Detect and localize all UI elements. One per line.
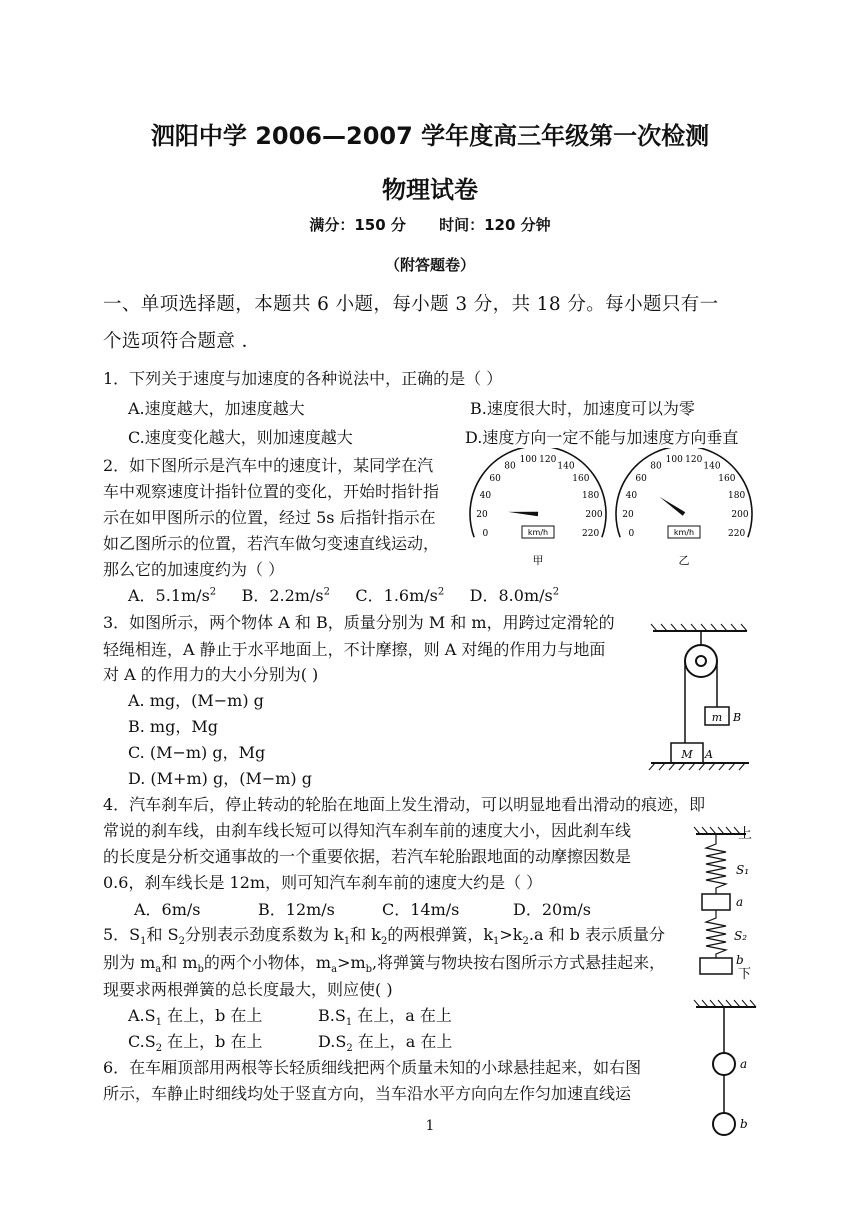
q1-option-d: D.速度方向一定不能与加速度方向垂直 [465, 428, 739, 447]
q4-option-b: B．12m/s [258, 900, 335, 919]
gauge-tick-label: 60 [635, 474, 647, 485]
spring-s1 [706, 834, 726, 894]
time-info: 时间：120 分钟 [439, 216, 551, 234]
svg-text:下: 下 [738, 967, 752, 982]
gauge-tick-label: 120 [539, 454, 557, 465]
speedometer-gauge-a [470, 448, 606, 539]
svg-text:S₁: S₁ [736, 863, 750, 877]
q1-option-c: C.速度变化越大，则加速度越大 [128, 428, 353, 447]
block-b-spring [700, 958, 732, 974]
gauge-tick-label: 80 [650, 461, 662, 472]
svg-text:A: A [705, 748, 713, 761]
svg-text:b: b [736, 953, 744, 967]
svg-text:M: M [681, 748, 693, 761]
section-heading-line1: 一、单项选择题，本题共 6 小题，每小题 3 分，共 18 分。每小题只有一 [103, 294, 719, 315]
q2-line4: 如乙图所示的位置，若汽车做匀变速直线运动， [103, 534, 440, 553]
q2-option-c: C．$1.6m/s^2$ [355, 586, 445, 605]
gauge-tick-label: 200 [585, 510, 603, 520]
gauge-tick-label: 120 [685, 454, 703, 465]
q4-option-c: C．14m/s [382, 900, 460, 919]
gauge-tick-label: 20 [476, 510, 488, 520]
page-number: 1 [425, 1118, 435, 1134]
svg-text:a: a [736, 895, 744, 909]
gauge-tick-label: 180 [728, 490, 746, 501]
gauge-a-label: 甲 [532, 554, 544, 567]
speedometer-gauge-b [616, 448, 752, 539]
gauge-tick-label: 0 [628, 529, 635, 540]
q6-line2: 所示，车静止时细线均处于竖直方向，当车沿水平方向向左作匀加速直线运 [103, 1084, 632, 1103]
block-a-spring [702, 894, 730, 910]
gauge-tick-label: 100 [665, 454, 683, 465]
gauge-unit-label: km/h [527, 528, 549, 537]
q4-option-d: D．20m/s [513, 900, 591, 919]
q5-line1: 5．$S_1$和 $S_2$分别表示劲度系数为 $k_1$和 $k_2$的两根弹簧，$k_1>k_2.a$ 和 b 表示质量分 [103, 925, 666, 948]
q2-line2: 车中观察速度计指针位置的变化，开始时指针指 [103, 482, 440, 501]
gauge-tick-label: 200 [731, 510, 749, 520]
q4-line3: 的长度是分析交通事故的一个重要依据，若汽车轮胎跟地面的动摩擦因数是 [103, 847, 632, 866]
spring-figure [692, 822, 762, 982]
svg-text:b: b [740, 1117, 748, 1131]
q5-option-b: $B.S_1$ 在上，a 在上 [318, 1006, 452, 1029]
q2-option-d: D．$8.0m/s^2$ [469, 586, 560, 605]
gauge-tick-label: 140 [557, 461, 575, 472]
attachment-note: （附答题卷） [384, 256, 475, 274]
gauge-tick-label: 180 [582, 490, 600, 501]
q1-option-b: B.速度很大时，加速度可以为零 [470, 399, 695, 418]
q3-option-d: D. (M+m) g，(M−m) g [128, 769, 312, 788]
q4-line1: 4．汽车刹车后，停止转动的轮胎在地面上发生滑动，可以明显地看出滑动的痕迹，即 [103, 795, 706, 814]
q3-option-c: C. (M−m) g，Mg [128, 743, 266, 762]
score-info: 满分：150 分 [309, 216, 406, 234]
q5-option-a: $A.S_1$ 在上，b 在上 [128, 1006, 263, 1029]
spring-s2 [706, 910, 726, 958]
svg-text:m: m [711, 711, 723, 724]
q1-stem: 1．下列关于速度与加速度的各种说法中，正确的是（ ） [103, 369, 503, 388]
exam-meta [0, 214, 860, 235]
speedometer-figure [468, 448, 758, 568]
gauge-tick-label: 160 [718, 474, 736, 485]
pulley-figure [645, 623, 755, 775]
gauge-tick-label: 140 [703, 461, 721, 472]
q5-line3: 现要求两根弹簧的总长度最大，则应使( ) [103, 980, 393, 999]
gauge-b-label: 乙 [678, 554, 690, 567]
q2-line1: 2．如下图所示是汽车中的速度计，某同学在汽 [103, 456, 434, 475]
svg-text:上: 上 [738, 826, 752, 842]
q1-option-a: A.速度越大，加速度越大 [128, 399, 305, 418]
gauge-needle [659, 497, 685, 516]
gauge-tick-label: 40 [479, 490, 492, 501]
gauge-needle [508, 512, 538, 516]
q2-option-a: A．$5.1m/s^2$ [128, 586, 217, 605]
q6-line1: 6．在车厢顶部用两根等长轻质细线把两个质量未知的小球悬挂起来，如右图 [103, 1058, 642, 1077]
q5-option-c: $C.S_2$ 在上，b 在上 [128, 1032, 263, 1055]
gauge-tick-label: 220 [582, 529, 600, 540]
gauge-tick-label: 0 [482, 529, 489, 540]
section-heading-line2: 个选项符合题意 ． [103, 331, 261, 352]
svg-text:S₂: S₂ [734, 929, 748, 943]
q2-line3: 示在如甲图所示的位置，经过 5s 后指针指示在 [103, 508, 436, 527]
q3-line2: 轻绳相连，A 静止于水平地面上，不计摩擦，则 A 对绳的作用力与地面 [103, 640, 606, 659]
gauge-tick-label: 220 [728, 529, 746, 540]
svg-text:B: B [733, 711, 742, 724]
q5-line2: 别为 $m_a$和 $m_b$的两个小物体，$m_a>m_b$,将弹簧与物块按右图所示方式悬挂起来， [103, 953, 666, 976]
exam-title: 泗阳中学 2006—2007 学年度高三年级第一次检测 [150, 122, 710, 150]
q4-option-a: A．6m/s [134, 900, 201, 919]
q2-option-b: B．$2.2m/s^2$ [241, 586, 330, 605]
svg-text:a: a [740, 1057, 748, 1071]
gauge-tick-label: 100 [519, 454, 537, 465]
q3-line1: 3．如图所示，两个物体 A 和 B，质量分别为 M 和 m，用跨过定滑轮的 [103, 613, 615, 632]
q4-line2: 常说的刹车线，由刹车线长短可以得知汽车刹车前的速度大小，因此刹车线 [103, 821, 632, 840]
gauge-tick-label: 160 [572, 474, 590, 485]
q3-line3: 对 A 的作用力的大小分别为( ) [103, 665, 319, 684]
q3-option-b: B. mg，Mg [128, 717, 218, 736]
q3-option-a: A. mg，(M−m) g [128, 691, 264, 710]
gauge-tick-label: 60 [489, 474, 501, 485]
ball-a [713, 1053, 735, 1075]
q2-options [128, 583, 559, 606]
q5-option-d: $D.S_2$ 在上，a 在上 [318, 1032, 453, 1055]
gauge-tick-label: 80 [504, 461, 516, 472]
q4-line4: 0.6，刹车线长是 12m，则可知汽车刹车前的速度大约是（ ） [103, 873, 543, 892]
exam-subtitle: 物理试卷 [382, 176, 478, 204]
q2-line5: 那么它的加速度约为（ ） [103, 560, 285, 579]
gauge-tick-label: 40 [625, 490, 638, 501]
gauge-tick-label: 20 [622, 510, 634, 520]
gauge-unit-label: km/h [673, 528, 695, 537]
